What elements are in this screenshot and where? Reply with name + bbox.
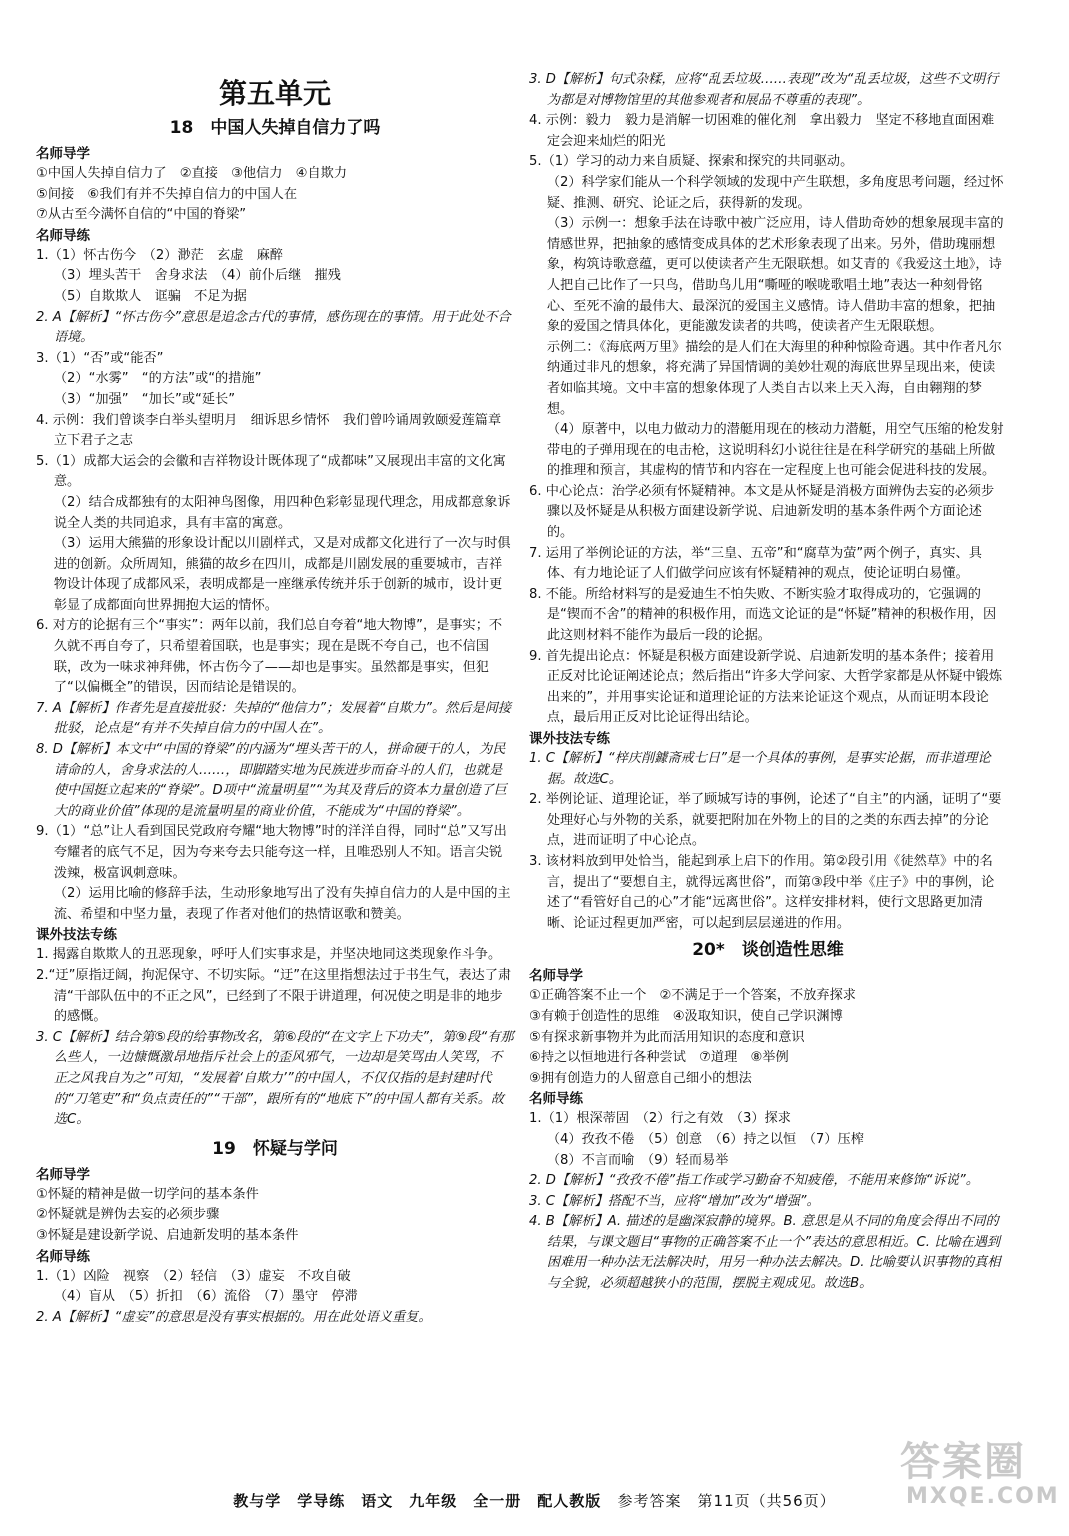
exercise-list xyxy=(36,246,514,926)
answer-item: （4）盲从 （5）折扣 （6）流俗 （7）墨守 停滞 xyxy=(53,1289,358,1305)
guide-line: ①中国人失掉自信力了 ②直接 ③他信力 ④自欺力 xyxy=(36,166,348,181)
answer-item: （2）结合成都独有的太阳神鸟图像，用四种色彩彰显现代理念，用成都意象诉说全人类的共同追求，具有丰富的寓意。 xyxy=(53,494,511,531)
watermark-url: MXQE.COM xyxy=(906,1484,1060,1509)
guide-line: ⑨拥有创造力的人留意自己细小的想法 xyxy=(529,1070,752,1086)
answer-item: 3. C【解析】搭配不当，应将“增加”改为“增强”。 xyxy=(529,1193,820,1209)
guide-line: ⑦从古至今满怀自信的“中国的脊梁” xyxy=(36,207,247,223)
answer-item: （4）原著中，以电力做动力的潜艇用现在的核动力潜艇，用空气压缩的枪发射带电的子弹用现在的电击枪，这说明科幻小说往往是在科学研究的基础上所做的推理和预言，其虚构的情节和内容在一定程度上也可能会促进科技的发展。 xyxy=(546,422,1004,479)
section-heading: 名师导练 xyxy=(36,227,90,244)
left-column xyxy=(36,72,514,1328)
guide-line: ②怀疑就是辨伪去妄的必须步骤 xyxy=(36,1207,220,1223)
answer-item: 2. D【解析】“孜孜不倦”指工作或学习勤奋不知疲倦，不能用来修饰“诉说”。 xyxy=(529,1173,979,1189)
guide-list xyxy=(36,164,514,226)
answer-item: 8. D【解析】本文中“中国的脊梁”的内涵为“埋头苦干的人，拼命硬干的人，为民请命的人，舍身求法的人……，即脚踏实地为民族进步而奋斗的人们，也就是使中国挺立起来的“脊梁”。D项中“流量明星”“为其及背后的资本力量创造了巨大的商业价值”体现的是流量明星的商业价值，不能成为“中国的脊梁”。 xyxy=(36,742,507,819)
guide-line: ③怀疑是建设新学说、启迪新发明的基本条件 xyxy=(36,1227,299,1243)
answer-item: 1. C【解析】“梓庆削鐻斋戒七日”是一个具体的事例，是事实论据，而非道理论据。故选C。 xyxy=(529,751,991,787)
answer-item: 1.（1）怀古伤今 （2）渺茫 玄虚 麻醉 xyxy=(36,247,283,263)
guide-line: ⑥持之以恒地进行各种尝试 ⑦道理 ⑧举例 xyxy=(529,1050,789,1066)
answer-item: 7. A【解析】作者先是直接批驳：失掉的“他信力”；发展着“自欺力”。然后是间接批驳，论点是“有并不失掉自信力的中国人在”。 xyxy=(36,700,512,737)
guide-list xyxy=(529,986,1007,1089)
answer-item: 4. 示例：我们曾谈李白举头望明月 细诉思乡情怀 我们曾吟诵周敦颐爱莲篇章 立下君子之志 xyxy=(36,412,515,449)
answer-item: （8）不言而喻 （9）轻而易举 xyxy=(546,1152,729,1168)
answer-item: 8. 不能。所给材料写的是爱迪生不怕失败、不断实验才取得成功的，它强调的是“锲而不舍”的精神的积极作用，而选文论证的是“怀疑”精神的积极作用，因此这则材料不能作为最后一段的论据。 xyxy=(529,586,997,644)
lesson-20-title: 20* 谈创造性思维 xyxy=(692,940,844,961)
section-heading: 名师导学 xyxy=(36,146,90,162)
answer-item: 9.（1）“总”让人看到国民党政府夸耀“地大物博”时的洋洋自得，同时“总”又写出夸耀者的底气不足，因为夸来夸去只能夸这一样，且唯恐别人不知。语言尖锐泼辣，极富讽刺意味。 xyxy=(36,824,507,881)
guide-line: ⑤间接 ⑥我们有并不失掉自信力的中国人在 xyxy=(36,186,298,202)
answer-item: 1.（1）根深蒂固 （2）行之有效 （3）探求 xyxy=(529,1111,791,1127)
section-heading: 名师导学 xyxy=(529,968,583,985)
answer-item: （5）自欺欺人 诓骗 不足为据 xyxy=(53,288,247,304)
answer-item: 3. C【解析】结合第⑤段的给事物改名，第⑥段的“在文字上下功夫”，第⑨段“有那么些人，一边慷慨激昂地指斥社会上的歪风邪气，一边却是笑骂由人笑骂，不正之风我自为之”可知，“发展着‘自欺力’”的中国人，不仅仅指的是封建时代的“刀笔吏”和“负点责任的”“干部”，跟所有的“地底下”的中国人都有关系。故选C。 xyxy=(36,1029,514,1128)
answer-item: （3）示例一：想象手法在诗歌中被广泛应用，诗人借助奇妙的想象展现丰富的情感世界，把抽象的感情变成具体的艺术形象表现了出来。另外，借助瑰丽想象，构筑诗歌意蕴，更可以使读者产生无限联想。如艾青的《我爱这土地》，诗人把自己比作了一只鸟，借助鸟儿用“嘶哑的喉咙歌唱土地”表达一种刻骨铭心、至死不渝的最伟大、最深沉的爱国主义感情。诗人借助丰富的想象，把抽象的爱国之情具体化，更能激发读者的共鸣，使读者产生无限联想。 xyxy=(546,216,1004,335)
answer-item: 3. 该材料放到甲处恰当，能起到承上启下的作用。第②段引用《徒然草》中的名言，提出了“要想自主，就得远离世俗”，而第③段中举《庄子》中的事例，论述了“看管好自己的心”才能“远离世俗”。这样安排材料，使行文思路更加清晰、论证过程更加严密，可以起到层层递进的作用。 xyxy=(529,853,995,931)
answer-item: 1.（1）凶险 视察 （2）轻信 （3）虚妄 不攻自破 xyxy=(36,1268,351,1284)
answer-item: （3）埋头苦干 舍身求法 （4）前仆后继 摧残 xyxy=(53,268,341,284)
answer-item: （2）“水雾” “的方法”或“的措施” xyxy=(53,371,262,387)
answer-item: 2. 举例论证、道理论证，举了顾城写诗的事例，论述了“自主”的内涵，证明了“要处理好心与外物的关系，就要把附加在外物上的目的之类的东西去掉”的分论点，进而证明了中心论点。 xyxy=(529,792,1002,849)
answer-item: 1. 揭露自欺欺人的丑恶现象，呼吁人们实事求是，并坚决地同这类现象作斗争。 xyxy=(36,947,502,963)
answer-item: 示例二：《海底两万里》描绘的是人们在大海里的种种惊险奇遇。其中作者凡尔纳通过非凡的想象，将充满了异国情调的美妙壮观的海底世界呈现出来，使读者如临其境。文中丰富的想象体现了人类自古以来上天入海，自由翱翔的梦想。 xyxy=(546,339,1002,417)
answer-item: 9. 首先提出论点：怀疑是积极方面建设新学说、启迪新发明的基本条件；接着用正反对比论证阐述论点；然后指出“许多大学问家、大哲学家都是从怀疑中锻炼出来的”，并用事实论证和道理论证的方法来论证这个观点，从而证明本段论点，最后用正反对比论证得出结论。 xyxy=(529,648,1003,726)
answer-item: 5.（1）学习的动力来自质疑、探索和探究的共同驱动。 xyxy=(529,154,854,170)
exercise-list xyxy=(36,1267,514,1329)
answer-item: 7. 运用了举例论证的方法，举“三皇、五帝”和“腐草为萤”两个例子，真实、具体、有力地论证了人们做学问应该有怀疑精神的观点，使论证明白易懂。 xyxy=(529,545,982,582)
section-heading: 课外技法专练 xyxy=(36,927,117,944)
answer-item: 4. 示例：毅力 毅力是消解一切困难的催化剂 拿出毅力 坚定不移地直面困难 定会迎来灿烂的阳光 xyxy=(529,113,1008,149)
watermark-text: 答案圈 xyxy=(900,1439,1026,1485)
exercise-list xyxy=(529,1109,1007,1294)
extra-exercise-list xyxy=(36,945,514,1130)
footer-series: 教与学 学导练 语文 九年级 全一册 配人教版 xyxy=(233,1492,602,1510)
answer-item: （4）孜孜不倦 （5）创意 （6）持之以恒 （7）压榨 xyxy=(546,1131,864,1147)
answer-item: （3）运用大熊猫的形象设计配以川剧样式，又是对成都文化进行了一次与时俱进的创新。众所周知，熊猫的故乡在四川，成都是川剧发展的重要城市，吉祥物设计体现了成都风采，表明成都是一座继承传统并乐于创新的城市，设计更彰显了成都面向世界拥抱大运的情怀。 xyxy=(53,536,511,613)
guide-list xyxy=(36,1185,514,1247)
watermark-logo xyxy=(900,1439,1060,1520)
guide-line: ⑤有探求新事物并为此而活用知识的态度和意识 xyxy=(529,1029,805,1045)
section-heading: 名师导练 xyxy=(529,1091,583,1108)
answer-item: 3. D【解析】句式杂糅，应将“乱丢垃圾……表现”改为“乱丢垃圾，这些不文明行为都是对博物馆里的其他参观者和展品不尊重的表现”。 xyxy=(529,72,999,108)
guide-line: ①怀疑的精神是做一切学问的基本条件 xyxy=(36,1186,259,1202)
section-heading: 课外技法专练 xyxy=(529,731,610,747)
answer-item: 3.（1）“否”或“能否” xyxy=(36,350,164,366)
guide-line: ①正确答案不止一个 ②不满足于一个答案，不放弃探求 xyxy=(529,988,856,1004)
answer-item: 2.“迂”原指迂阔，拘泥保守、不切实际。“迂”在这里指想法过于书生气，表达了肃清“干部队伍中的不正之风”，已经到了不限于讲道理，何况使之明是非的地步的感慨。 xyxy=(36,967,512,1025)
unit-title: 第五单元 xyxy=(218,77,331,110)
section-heading: 名师导学 xyxy=(36,1166,90,1183)
answer-item: （2）运用比喻的修辞手法，生动形象地写出了没有失掉自信力的人是中国的主流、希望和中坚力量，表现了作者对他们的热情讴歌和赞美。 xyxy=(53,886,511,922)
answer-item: 2. A【解析】“虚妄”的意思是没有事实根据的。用在此处语义重复。 xyxy=(36,1309,432,1325)
answer-item: 5.（1）成都大运会的会徽和吉祥物设计既体现了“成都味”又展现出丰富的文化寓意。 xyxy=(36,453,506,490)
answer-item: 4. B【解析】A. 描述的是幽深寂静的境界。B. 意思是从不同的角度会得出不同的结果，与课文题目“事物的正确答案不止一个”表达的意思相近。C. 比喻在遇到困难用一种办法无法解决时，用另一种办法去解决。D. 比喻要认识事物的真相与全貌，必须超越狭小的范围，摆脱主观成见。故选B。 xyxy=(529,1214,1001,1292)
extra-exercise-list xyxy=(529,749,1007,934)
section-heading: 名师导练 xyxy=(36,1248,90,1265)
footer-page-number: 参考答案 第11页（共56页） xyxy=(617,1492,836,1510)
lesson-18-title: 18 中国人失掉自信力了吗 xyxy=(169,118,381,138)
answer-item: （3）“加强” “加长”或“延长” xyxy=(53,391,236,407)
answer-item: 6. 中心论点：治学必须有怀疑精神。本文是从怀疑是消极方面辨伪去妄的必须步骤以及怀疑是从积极方面建设新学说、启迪新发明的基本条件两个方面论述的。 xyxy=(529,483,995,541)
guide-line: ③有赖于创造性的思维 ④汲取知识，使自己学识渊博 xyxy=(529,1008,843,1024)
answer-item: 6. 对方的论据有三个“事实”：两年以前，我们总自夸着“地大物博”，是事实；不久就不再自夸了，只希望着国联，也是事实；现在是既不夸自己，也不信国联，改为一味求神拜佛，怀古伤今了——却也是事实。虽然都是事实，但犯了“以偏概全”的错误，因而结论是错误的。 xyxy=(36,618,503,696)
lesson-19-title: 19 怀疑与学问 xyxy=(212,1138,338,1159)
exercise-list xyxy=(529,70,1007,729)
right-column xyxy=(529,70,1007,1295)
answer-item: 2. A【解析】“怀古伤今”意思是追念古代的事情，感伤现在的事情。用于此处不合语境。 xyxy=(36,309,511,346)
answer-item: （2）科学家们能从一个科学领域的发现中产生联想，多角度思考问题，经过怀疑、推测、研究、论证之后，获得新的发现。 xyxy=(546,174,1004,211)
